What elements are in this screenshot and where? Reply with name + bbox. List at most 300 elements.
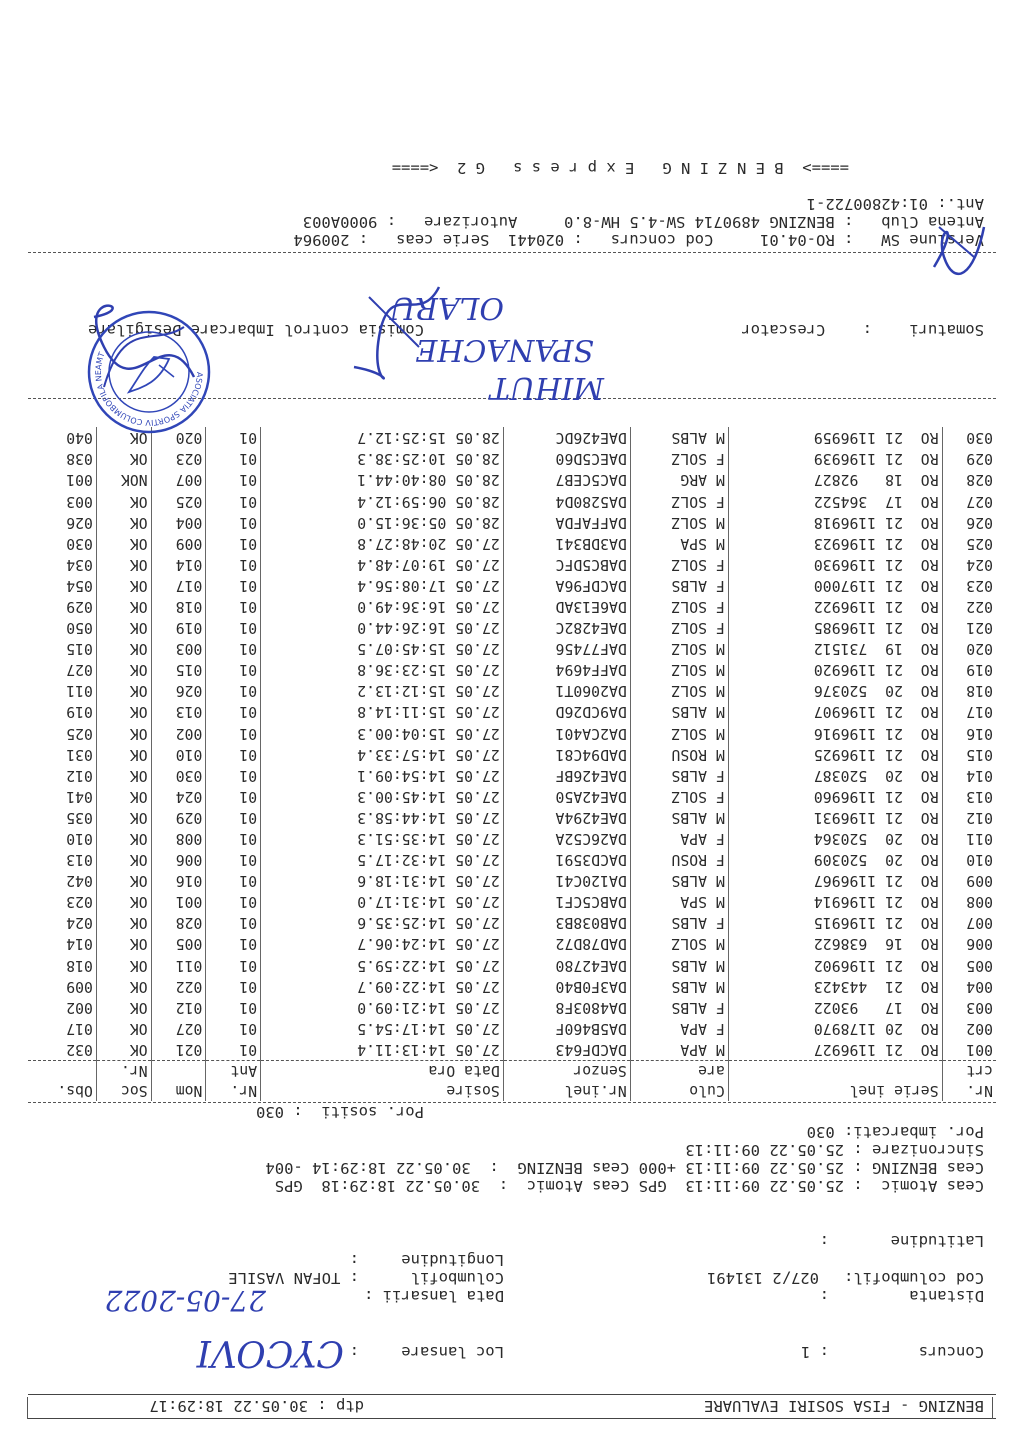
table-cell: 005 (151, 933, 206, 954)
table-cell: 054 (28, 575, 96, 596)
table-cell: 27.05 14:22:09.7 (261, 976, 504, 997)
crescator-signature (924, 207, 994, 297)
table-cell: RO 17 364522 (728, 490, 942, 511)
table-cell: 025 (28, 723, 96, 744)
arrivals-table (28, 427, 996, 1101)
loc-lansare-value: : (349, 1343, 359, 1361)
table-cell: RO 21 1196902 (728, 955, 942, 976)
table-cell: 01 (206, 596, 261, 617)
table-cell: RO 20 520364 (728, 828, 942, 849)
print-time: dtp : 30.05.22 18:29:17 (149, 1397, 364, 1415)
table-cell: F SOLZ (630, 617, 728, 638)
table-cell: 015 (966, 745, 993, 763)
table-cell: 006 (151, 849, 206, 870)
table-cell: DAE426DC (503, 427, 630, 448)
handwritten-loc: CYCOVI (196, 1332, 344, 1373)
table-cell: DACDF643 (503, 1039, 630, 1061)
table-cell: RO 21 1196916 (728, 723, 942, 744)
table-cell: RO 21 1196920 (728, 659, 942, 680)
distanta-value: : (819, 1287, 829, 1305)
table-cell: RO 21 1196967 (728, 870, 942, 891)
table-cell: 013 (151, 701, 206, 722)
table-cell: F APA (630, 1018, 728, 1039)
table-cell: 01 (206, 554, 261, 575)
handwritten-name-3: OLARU (389, 290, 504, 325)
table-cell: F APA (630, 828, 728, 849)
table-cell: 021 (151, 1039, 206, 1061)
concurs-label: Concurs (918, 1343, 984, 1361)
table-cell: 27.05 14:21:09.0 (261, 997, 504, 1018)
table-cell: 031 (28, 744, 96, 765)
table-cell: DAC5CEB7 (503, 469, 630, 490)
table-row (28, 554, 996, 575)
table-cell: 27.05 14:57:33.4 (261, 744, 504, 765)
table-cell: DA9CD26D (503, 701, 630, 722)
latitudine-label: Latitudine (890, 1232, 984, 1250)
table-cell: M SOLZ (630, 659, 728, 680)
handwritten-name-1: MIHUT (489, 370, 604, 405)
table-cell: DA26C52A (503, 828, 630, 849)
table-cell: 01 (206, 744, 261, 765)
table-row (28, 1018, 996, 1039)
table-cell: F ROSU (630, 849, 728, 870)
table-cell: OK (96, 933, 151, 954)
table-cell: OK (96, 891, 151, 912)
table-cell: 27.05 15:45:07.5 (261, 638, 504, 659)
table-cell: 026 (966, 513, 993, 531)
table-cell: RO 18 92827 (728, 469, 942, 490)
table-cell: 004 (966, 977, 993, 995)
table-cell: 01 (206, 765, 261, 786)
table-cell: 025 (966, 534, 993, 552)
table-cell: OK (96, 638, 151, 659)
table-cell: OK (96, 617, 151, 638)
table-cell: 020 (151, 427, 206, 448)
table-cell: NOK (96, 469, 151, 490)
distanta-label: Distanta (909, 1287, 984, 1305)
table-cell: OK (96, 828, 151, 849)
table-cell: RO 21 1196959 (728, 427, 942, 448)
columbofil-label: Columbofil (410, 1269, 504, 1287)
handwritten-date: 27-05-2022 (104, 1284, 266, 1317)
imbarcati-line: Por. imbarcati: 030 (806, 1123, 984, 1141)
table-row (28, 849, 996, 870)
handwritten-name-2: SPANACHE (415, 332, 594, 367)
table-cell: 011 (966, 830, 993, 848)
table-row (28, 469, 996, 490)
table-cell: 28.05 15:25:12.7 (261, 427, 504, 448)
header-cell: Senzor (503, 1061, 630, 1082)
header-cell (28, 1061, 96, 1082)
table-cell: 023 (28, 891, 96, 912)
table-cell: 029 (28, 596, 96, 617)
table-cell: OK (96, 786, 151, 807)
header-cell: Nr.inel (503, 1081, 630, 1101)
table-cell: F ALBS (630, 912, 728, 933)
table-cell: M APA (630, 1039, 728, 1061)
table-cell: 01 (206, 490, 261, 511)
table-cell: M SOLZ (630, 933, 728, 954)
table-row (28, 448, 996, 469)
table-row (28, 659, 996, 680)
report-title: BENZING - FISA SOSIRI EVALUARE (704, 1397, 984, 1415)
table-row (28, 933, 996, 954)
table-cell: DAE42780 (503, 955, 630, 976)
table-cell: RO 20 520309 (728, 849, 942, 870)
latitudine-value: : (819, 1232, 829, 1250)
table-row (28, 1039, 996, 1061)
table-cell: RO 20 520387 (728, 765, 942, 786)
table-cell: 010 (28, 828, 96, 849)
table-cell: 008 (966, 893, 993, 911)
table-cell: 01 (206, 912, 261, 933)
table-cell: M SOLZ (630, 680, 728, 701)
sositi-line: Por. sositi : 030 (256, 1103, 424, 1121)
table-cell: OK (96, 1039, 151, 1061)
table-cell: 27.05 14:45:00.3 (261, 786, 504, 807)
header-cell: Data Ora (261, 1061, 504, 1082)
table-cell: 009 (966, 872, 993, 890)
table-cell: F ALBS (630, 997, 728, 1018)
table-cell: 026 (151, 680, 206, 701)
table-cell: 016 (966, 724, 993, 742)
table-header (28, 1061, 996, 1102)
longitudine-value: : (349, 1251, 359, 1269)
table-cell: 015 (151, 659, 206, 680)
table-cell: F ALBS (630, 765, 728, 786)
header-cell: Soc (96, 1081, 151, 1101)
table-cell: RO 19 731512 (728, 638, 942, 659)
table-cell: 014 (966, 766, 993, 784)
table-cell: 01 (206, 828, 261, 849)
table-cell: M SPA (630, 891, 728, 912)
table-cell: 018 (28, 955, 96, 976)
table-cell: 028 (151, 912, 206, 933)
table-row (28, 891, 996, 912)
table-row (28, 786, 996, 807)
table-cell: OK (96, 427, 151, 448)
table-cell: RO 21 1196922 (728, 596, 942, 617)
table-cell: OK (96, 976, 151, 997)
concurs-value: : 1 (801, 1343, 829, 1361)
header-cell: are (630, 1061, 728, 1082)
table-cell: 01 (206, 680, 261, 701)
table-cell: M ALBS (630, 976, 728, 997)
table-cell: RO 21 1196927 (728, 1039, 942, 1061)
table-cell: RO 21 1196915 (728, 912, 942, 933)
table-cell: 023 (151, 448, 206, 469)
header-cell: Nom (151, 1081, 206, 1101)
cod-columbofil-value: 027/2 131491 (707, 1269, 819, 1287)
table-cell: 007 (966, 914, 993, 932)
header-cell: crt (942, 1061, 996, 1082)
table-cell: 018 (966, 682, 993, 700)
table-cell: 27.05 15:12:13.2 (261, 680, 504, 701)
table-cell: 019 (966, 661, 993, 679)
table-cell: 013 (966, 787, 993, 805)
table-cell: 01 (206, 533, 261, 554)
table-cell: 014 (28, 933, 96, 954)
table-cell: OK (96, 554, 151, 575)
title-box-left (27, 1397, 28, 1419)
club-stamp (84, 307, 214, 437)
table-row (28, 807, 996, 828)
table-cell: 005 (966, 956, 993, 974)
table-cell: 01 (206, 1018, 261, 1039)
table-cell: OK (96, 701, 151, 722)
table-cell: 009 (151, 533, 206, 554)
table-cell: 012 (28, 765, 96, 786)
table-cell: M SOLZ (630, 512, 728, 533)
table-cell: RO 21 1196931 (728, 807, 942, 828)
table-cell: 018 (151, 596, 206, 617)
table-cell: M ROSU (630, 744, 728, 765)
table-cell: DAF77456 (503, 638, 630, 659)
table-cell: RO 21 1196930 (728, 554, 942, 575)
table-cell: DA5B460F (503, 1018, 630, 1039)
table-cell: RO 20 520376 (728, 680, 942, 701)
table-cell: 01 (206, 933, 261, 954)
antena-line: Antena Club : BENZING 4890714 SW-4.5 HW-8.0 Autorizare : 9000A003 (302, 213, 984, 231)
header-row-2 (28, 1061, 996, 1082)
table-cell: 020 (966, 640, 993, 658)
ceas-atomic-line: Ceas Atomic : 25.05.22 09:11:13 GPS Ceas Atomic : 30.05.22 18:29:18 GPS (274, 1177, 984, 1195)
table-cell: DAE4294A (503, 807, 630, 828)
table-cell: OK (96, 807, 151, 828)
table-cell: OK (96, 870, 151, 891)
table-cell: 024 (151, 786, 206, 807)
table-cell: RO 20 1178970 (728, 1018, 942, 1039)
table-cell: RO 21 1196907 (728, 701, 942, 722)
table-cell: 009 (28, 976, 96, 997)
table-cell: OK (96, 490, 151, 511)
table-cell: 015 (28, 638, 96, 659)
table-cell: 019 (151, 617, 206, 638)
table-cell: 011 (28, 680, 96, 701)
table-cell: OK (96, 680, 151, 701)
table-cell: 007 (151, 469, 206, 490)
table-cell: 27.05 14:44:58.3 (261, 807, 504, 828)
table-cell: 032 (28, 1039, 96, 1061)
footer-rule (28, 252, 996, 253)
table-cell: F SOLZ (630, 786, 728, 807)
table-cell: 040 (28, 427, 96, 448)
table-cell: 041 (28, 786, 96, 807)
table-cell: DACD3591 (503, 849, 630, 870)
table-cell: 01 (206, 512, 261, 533)
table-cell: 27.05 14:31:17.0 (261, 891, 504, 912)
table-cell: 016 (151, 870, 206, 891)
table-cell: RO 21 1196923 (728, 533, 942, 554)
table-row (28, 828, 996, 849)
table-cell: F SOLZ (630, 554, 728, 575)
table-cell: M SOLZ (630, 638, 728, 659)
table-cell: 002 (966, 1019, 993, 1037)
table-cell: 006 (966, 935, 993, 953)
table-cell: 28.05 08:40:44.1 (261, 469, 504, 490)
table-cell: 042 (28, 870, 96, 891)
table-cell: 025 (151, 490, 206, 511)
table-cell: OK (96, 997, 151, 1018)
table-top-rule (28, 1102, 996, 1103)
table-cell: 030 (966, 429, 993, 447)
table-cell: DA5280D4 (503, 490, 630, 511)
header-cell: Obs. (28, 1081, 96, 1101)
table-cell: 01 (206, 575, 261, 596)
table-row (28, 575, 996, 596)
table-cell: M ALBS (630, 807, 728, 828)
table-cell: 01 (206, 617, 261, 638)
table-cell: M ALBS (630, 427, 728, 448)
table-cell: DAE426BF (503, 765, 630, 786)
table-cell: OK (96, 533, 151, 554)
table-cell: 27.05 14:17:54.5 (261, 1018, 504, 1039)
table-cell: 28.05 06:59:12.4 (261, 490, 504, 511)
table-cell: OK (96, 596, 151, 617)
table-cell: 27.05 16:36:49.0 (261, 596, 504, 617)
table-cell: 01 (206, 976, 261, 997)
table-cell: DA4803F8 (503, 997, 630, 1018)
table-cell: F SOLZ (630, 596, 728, 617)
header-cell: Sosire (261, 1081, 504, 1101)
title-bottom-border (28, 1394, 996, 1395)
table-cell: 022 (151, 976, 206, 997)
table-cell: DAD78D72 (503, 933, 630, 954)
table-cell: OK (96, 512, 151, 533)
ceas-benzing-line: Ceas BENZING : 25.05.22 09:11:13 +000 Ceas BENZING : 30.05.22 18:29:14 -004 (265, 1159, 984, 1177)
table-cell: 27.05 20:48:27.8 (261, 533, 504, 554)
table-cell: 01 (206, 427, 261, 448)
table-cell: OK (96, 1018, 151, 1039)
table-cell: OK (96, 765, 151, 786)
sincronizare-line: Sincronizare : 25.05.22 09:11:13 (685, 1141, 984, 1159)
table-cell: 01 (206, 659, 261, 680)
longitudine-label: Longitudine (401, 1251, 504, 1269)
table-cell: M SOLZ (630, 723, 728, 744)
table-row (28, 533, 996, 554)
table-cell: M ALBS (630, 955, 728, 976)
table-cell: 27.05 17:08:56.4 (261, 575, 504, 596)
table-row (28, 723, 996, 744)
table-row (28, 744, 996, 765)
table-cell: 021 (966, 619, 993, 637)
table-cell: 050 (28, 617, 96, 638)
table-row (28, 638, 996, 659)
ant-line: Ant.: 01:42800722-1 (806, 195, 984, 213)
table-cell: RO 21 1196985 (728, 617, 942, 638)
comisia-signature-1 (339, 267, 449, 387)
table-cell: RO 21 1196939 (728, 448, 942, 469)
table-cell: 01 (206, 786, 261, 807)
table-cell: 029 (966, 450, 993, 468)
table-cell: DA2060T1 (503, 680, 630, 701)
table-row (28, 955, 996, 976)
table-cell: DAEC5D60 (503, 448, 630, 469)
table-row (28, 976, 996, 997)
table-cell: 014 (151, 554, 206, 575)
cod-columbofil-label: Cod columbofil: (844, 1269, 984, 1287)
table-cell: M SPA (630, 533, 728, 554)
table-cell: 038 (28, 448, 96, 469)
table-cell: 001 (966, 1040, 993, 1058)
table-cell: 010 (966, 851, 993, 869)
table-cell: 027 (28, 659, 96, 680)
table-cell: 01 (206, 1039, 261, 1061)
columbofil-value: : TOFAN VASILE (228, 1269, 359, 1287)
table-cell: 27.05 14:13:11.4 (261, 1039, 504, 1061)
table-cell: 27.05 15:23:36.8 (261, 659, 504, 680)
header-cell: Serie inel (728, 1081, 942, 1101)
table-cell: OK (96, 955, 151, 976)
header-cell: Culo (630, 1081, 728, 1101)
top-border (28, 1418, 996, 1419)
table-cell: 001 (28, 469, 96, 490)
table-row (28, 870, 996, 891)
table-cell: M ALBS (630, 870, 728, 891)
table-cell: 27.05 15:11:14.8 (261, 701, 504, 722)
table-row (28, 596, 996, 617)
table-cell: 01 (206, 807, 261, 828)
table-cell: OK (96, 723, 151, 744)
table-cell: 01 (206, 997, 261, 1018)
table-cell: 01 (206, 849, 261, 870)
table-cell: 27.05 16:26:44.0 (261, 617, 504, 638)
table-cell: 01 (206, 870, 261, 891)
table-cell: 01 (206, 723, 261, 744)
table-cell: 01 (206, 638, 261, 659)
express-line: ====> B E N Z I N G E x p r e s s G 2 <==== (391, 159, 849, 177)
table-cell: 01 (206, 469, 261, 490)
table-cell: OK (96, 575, 151, 596)
table-cell: DA2CA401 (503, 723, 630, 744)
table-cell: RO 21 1196918 (728, 512, 942, 533)
table-cell: 008 (151, 828, 206, 849)
table-cell: OK (96, 849, 151, 870)
table-cell: RO 21 1197000 (728, 575, 942, 596)
table-cell: M ALBS (630, 701, 728, 722)
table-cell: 011 (151, 955, 206, 976)
table-cell: 017 (28, 1018, 96, 1039)
table-row (28, 765, 996, 786)
table-cell: F ALBS (630, 575, 728, 596)
table-cell: DA3F0B40 (503, 976, 630, 997)
header-cell (728, 1061, 942, 1082)
table-cell: RO 17 93022 (728, 997, 942, 1018)
table-cell: DA6E13AD (503, 596, 630, 617)
table-cell: 012 (151, 997, 206, 1018)
header-cell (151, 1061, 206, 1082)
table-cell: 017 (966, 703, 993, 721)
table-cell: 27.05 14:31:18.6 (261, 870, 504, 891)
table-cell: DA120C41 (503, 870, 630, 891)
table-cell: DA3DB341 (503, 533, 630, 554)
table-cell: 27.05 14:22:59.5 (261, 955, 504, 976)
table-cell: 27.05 19:07:48.4 (261, 554, 504, 575)
table-cell: DABC5DFC (503, 554, 630, 575)
table-cell: 028 (966, 471, 993, 489)
table-cell: DABC5CF1 (503, 891, 630, 912)
table-cell: 030 (151, 765, 206, 786)
table-cell: DAFF4694 (503, 659, 630, 680)
table-cell: OK (96, 744, 151, 765)
table-cell: DAFFAFDA (503, 512, 630, 533)
table-cell: 010 (151, 744, 206, 765)
table-cell: 27.05 14:32:17.5 (261, 849, 504, 870)
table-cell: 27.05 14:54:09.1 (261, 765, 504, 786)
table-cell: 27.05 14:25:35.6 (261, 912, 504, 933)
table-cell: 030 (28, 533, 96, 554)
table-cell: OK (96, 659, 151, 680)
